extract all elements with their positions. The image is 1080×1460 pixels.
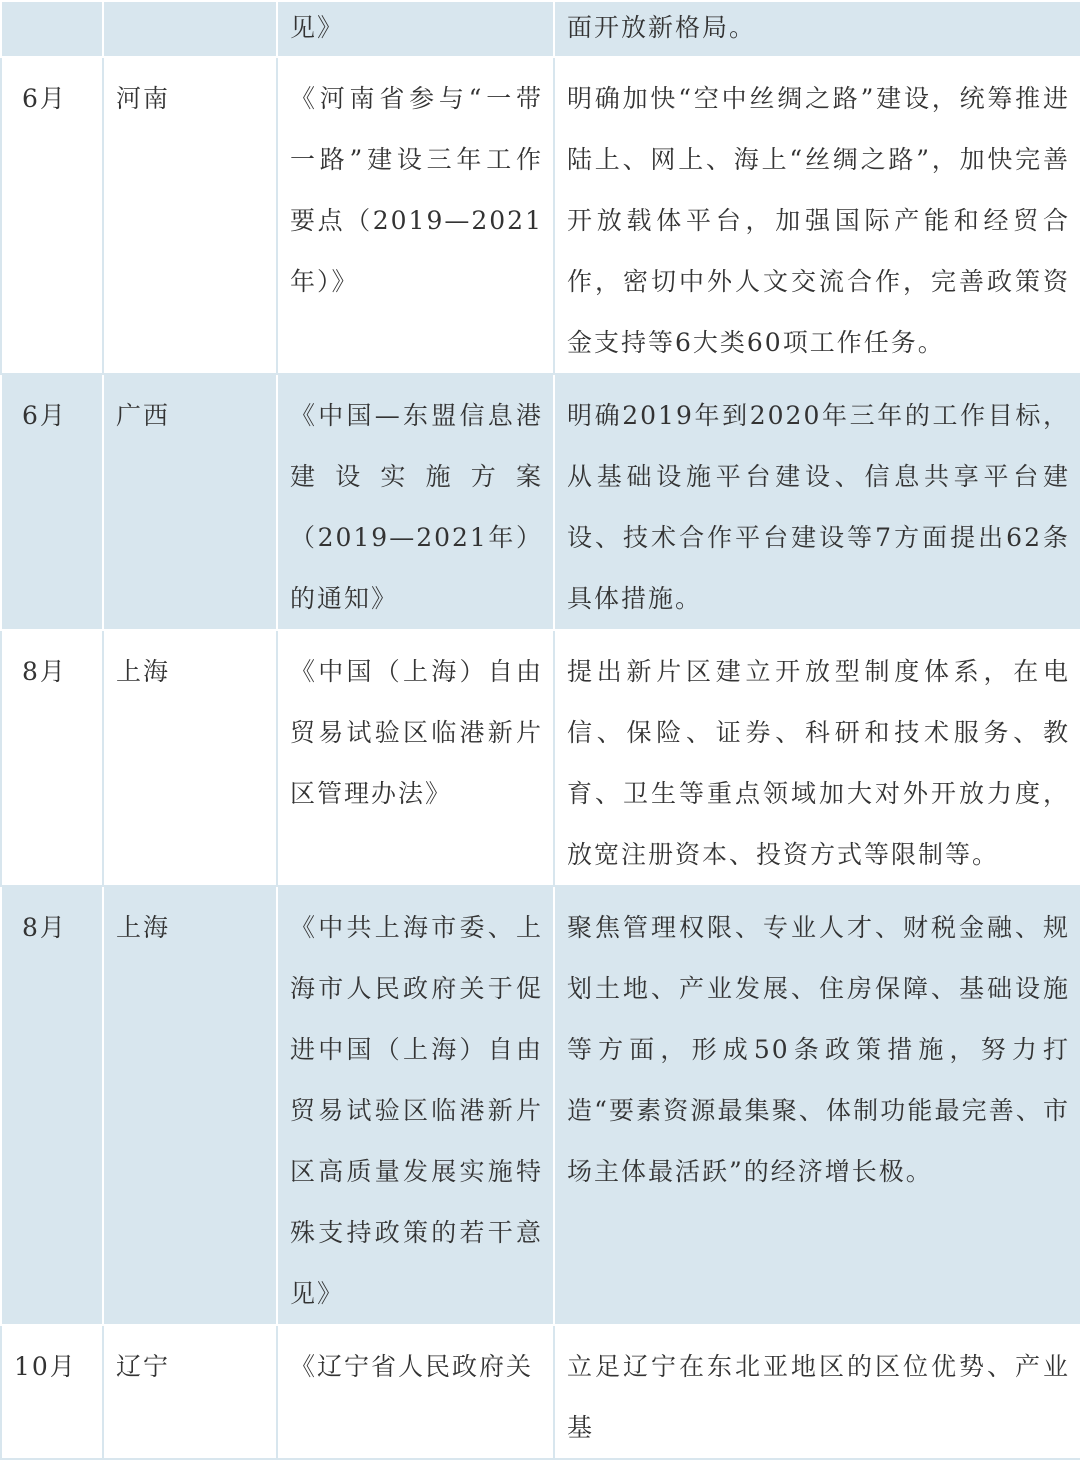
table-row xyxy=(1,374,1080,630)
cell-content: 提出新片区建立开放型制度体系，在电信、保险、证券、科研和技术服务、教育、卫生等重点领域加大对外开放力度，放宽注册资本、投资方式等限制等。 xyxy=(554,630,1080,886)
cell-document: 《辽宁省人民政府关 xyxy=(277,1325,554,1459)
table-row xyxy=(1,630,1080,886)
cell-content: 明确2019年到2020年三年的工作目标，从基础设施平台建设、信息共享平台建设、技术合作平台建设等7方面提出62条具体措施。 xyxy=(554,374,1080,630)
cell-region: 上海 xyxy=(103,630,277,886)
cell-month: 6月 xyxy=(1,57,103,374)
cell-region: 辽宁 xyxy=(103,1325,277,1459)
cell-month: 8月 xyxy=(1,886,103,1325)
cell-month: 10月 xyxy=(1,1325,103,1459)
cell-month xyxy=(1,1,103,57)
cell-content: 立足辽宁在东北亚地区的区位优势、产业基 xyxy=(554,1325,1080,1459)
cell-content: 面开放新格局。 xyxy=(554,1,1080,57)
cell-document: 《中国（上海）自由贸易试验区临港新片区管理办法》 xyxy=(277,630,554,886)
cell-region: 上海 xyxy=(103,886,277,1325)
cell-region xyxy=(103,1,277,57)
cell-document: 见》 xyxy=(277,1,554,57)
table-row xyxy=(1,1325,1080,1459)
table-row xyxy=(1,1,1080,57)
cell-region: 广西 xyxy=(103,374,277,630)
cell-month: 6月 xyxy=(1,374,103,630)
table-row xyxy=(1,57,1080,374)
cell-month: 8月 xyxy=(1,630,103,886)
cell-region: 河南 xyxy=(103,57,277,374)
cell-content: 明确加快“空中丝绸之路”建设，统筹推进陆上、网上、海上“丝绸之路”，加快完善开放载体平台，加强国际产能和经贸合作，密切中外人文交流合作，完善政策资金支持等6大类60项工作任务。 xyxy=(554,57,1080,374)
cell-document: 《河南省参与“一带一路”建设三年工作要点（2019—2021年）》 xyxy=(277,57,554,374)
cell-document: 《中国—东盟信息港建设实施方案（2019—2021年）的通知》 xyxy=(277,374,554,630)
cell-content: 聚焦管理权限、专业人才、财税金融、规划土地、产业发展、住房保障、基础设施等方面，形成50条政策措施，努力打造“要素资源最集聚、体制功能最完善、市场主体最活跃”的经济增长极。 xyxy=(554,886,1080,1325)
table-row xyxy=(1,886,1080,1325)
cell-document: 《中共上海市委、上海市人民政府关于促进中国（上海）自由贸易试验区临港新片区高质量发展实施特殊支持政策的若干意见》 xyxy=(277,886,554,1325)
